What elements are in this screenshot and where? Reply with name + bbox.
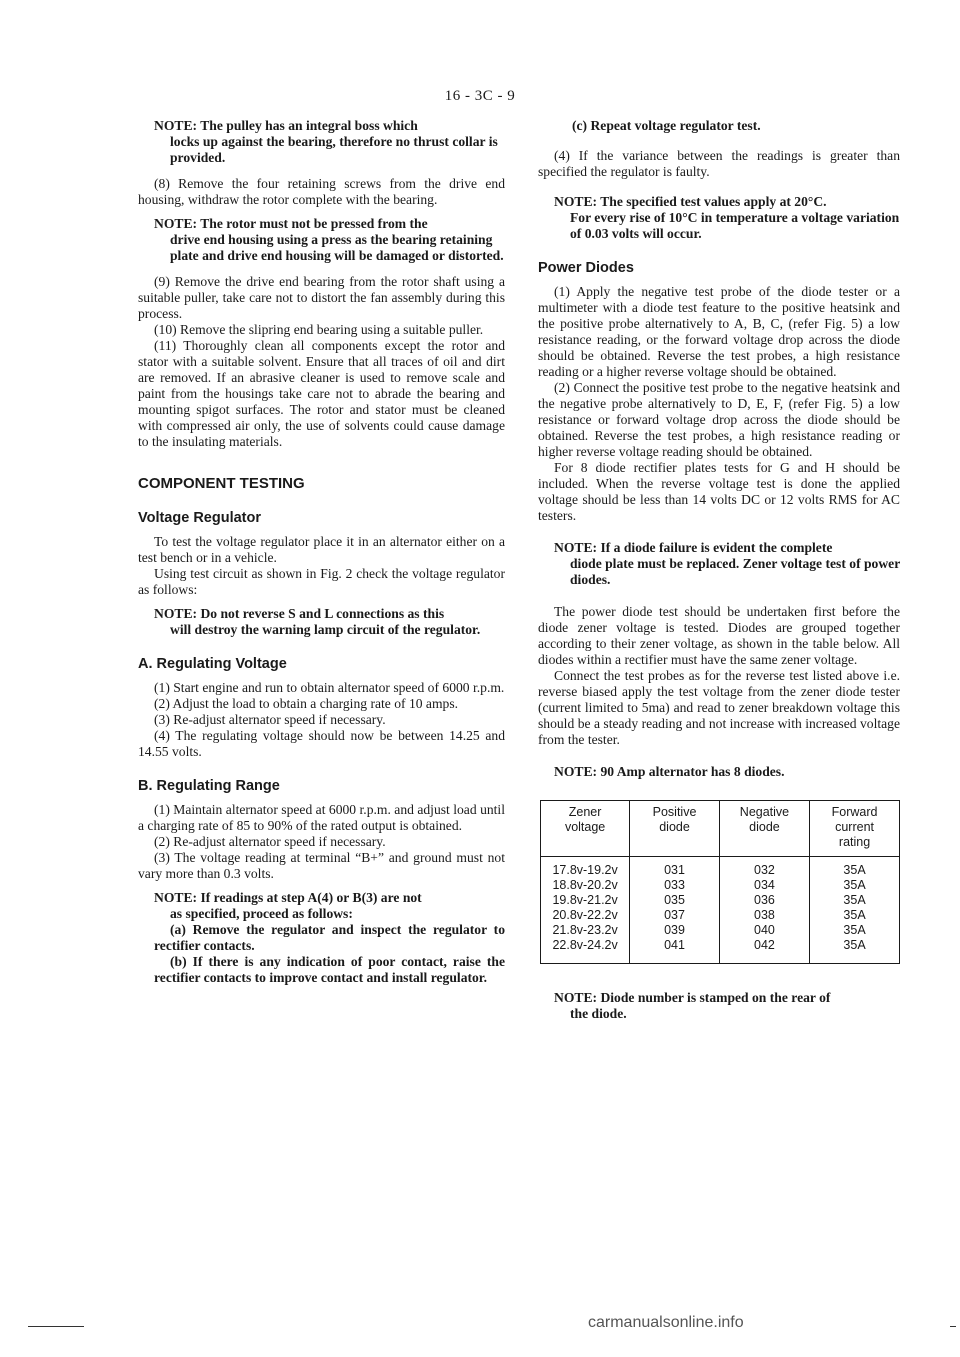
table-cell: 35A — [810, 938, 900, 964]
table-cell: 22.8v-24.2v — [541, 938, 630, 964]
table-cell: 034 — [719, 878, 809, 893]
note-rotor — [154, 216, 505, 264]
pd-step-1: (1) Apply the negative test probe of the diode tester or a multimeter with a diode test feature to the positive heatsink and the positive probe alternatively to A, B, C, (refer Fig. 5) a low resistance reading, or the forward voltage drop across the diode should be obtained. Reverse the test probes, a high resistance reading or a higher reverse voltage should be obtained. — [538, 284, 900, 379]
table-row — [541, 923, 900, 938]
note-line: NOTE: If a diode failure is evident the complete — [554, 540, 833, 555]
note-line: NOTE: The rotor must not be pressed from the — [154, 216, 428, 231]
table-cell: 18.8v-20.2v — [541, 878, 630, 893]
column-header: Negative diode — [719, 801, 809, 857]
substep-b: (b) If there is any indication of poor contact, raise the rectifier contacts to improve contact and install regulator. — [154, 954, 505, 985]
table-cell: 21.8v-23.2v — [541, 923, 630, 938]
zener-paragraph-2: Connect the test probes as for the reverse test listed above i.e. reverse biased apply the test voltage from the zener diode tester (current limited to 5ma) and read to zener breakdown voltage this should be a steady reading and not increase with increased voltage from the tester. — [538, 668, 900, 747]
note-text: For every rise of 10°C in temperature a voltage variation of 0.03 volts will occur. — [570, 210, 900, 241]
step-a2: (2) Adjust the load to obtain a charging rate of 10 amps. — [154, 696, 459, 711]
step-9: (9) Remove the drive end bearing from the rotor shaft using a suitable puller, take care not to distort the fan assembly during this process. — [138, 274, 505, 321]
table-cell: 036 — [719, 893, 809, 908]
step-a4: (4) The regulating voltage should now be between 14.25 and 14.55 volts. — [138, 728, 505, 759]
step-a1: (1) Start engine and run to obtain alternator speed of 6000 r.p.m. — [154, 680, 505, 695]
step-b3: (3) The voltage reading at terminal “B+” and ground must not vary more than 0.3 volts. — [138, 850, 505, 881]
section-heading-regulating-voltage: A. Regulating Voltage — [138, 656, 287, 672]
watermark: carmanualsonline.info — [588, 1314, 744, 1331]
note-text: locks up against the bearing, therefore no thrust collar is provided. — [170, 134, 498, 165]
footer-rule — [28, 1326, 84, 1327]
table-row — [541, 857, 900, 879]
table-cell: 037 — [630, 908, 720, 923]
note-connections — [154, 606, 505, 638]
section-heading-voltage-regulator: Voltage Regulator — [138, 510, 261, 526]
table-header-row — [541, 801, 900, 857]
substep-c: (c) Repeat voltage regulator test. — [572, 118, 761, 133]
diode-table — [540, 800, 900, 964]
table-cell: 041 — [630, 938, 720, 964]
note-text: the diode. — [570, 1006, 627, 1021]
note-line: NOTE: Do not reverse S and L connections as this — [154, 606, 445, 621]
table-cell: 35A — [810, 923, 900, 938]
substep-a: (a) Remove the regulator and inspect the regulator to rectifier contacts. — [154, 922, 505, 953]
note-text: will destroy the warning lamp circuit of the regulator. — [170, 622, 481, 637]
table-cell: 20.8v-22.2v — [541, 908, 630, 923]
table-cell: 033 — [630, 878, 720, 893]
footer-dash — [950, 1326, 956, 1327]
table-cell: 040 — [719, 923, 809, 938]
zener-paragraph-1: The power diode test should be undertaken first before the diode zener voltage is tested. Diodes are grouped together according to their zener voltage, as shown in the table below. All diodes within a rectifier must have the same zener voltage. — [538, 604, 900, 667]
step-11: (11) Thoroughly clean all components except the rotor and stator with a suitable solvent. Ensure that all traces of oil and dirt are removed. If an abrasive cleaner is used to remove scale and paint from the housings take care not to abrade the bearing and mounting spigot surfaces. The rotor and stator must be cleaned with compressed air only, the use of solvents could cause damage to the insulating materials. — [138, 338, 505, 449]
step-4: (4) If the variance between the readings is greater than specified the regulator is faulty. — [538, 148, 900, 179]
table-cell: 19.8v-21.2v — [541, 893, 630, 908]
table-cell: 035 — [630, 893, 720, 908]
step-b1: (1) Maintain alternator speed at 6000 r.p.m. and adjust load until a charging rate of 85 to 90% of the rated output is obtained. — [138, 802, 505, 833]
section-heading-regulating-range: B. Regulating Range — [138, 778, 280, 794]
vr-paragraph-2: Using test circuit as shown in Fig. 2 check the voltage regulator as follows: — [138, 566, 505, 597]
note-line: NOTE: If readings at step A(4) or B(3) are not — [154, 890, 422, 905]
note-line: NOTE: Diode number is stamped on the rear of — [554, 990, 831, 1005]
section-heading-component-testing: COMPONENT TESTING — [138, 475, 305, 492]
table-row — [541, 938, 900, 964]
note-text: diode plate must be replaced. Zener voltage test of power diodes. — [570, 556, 900, 587]
table-cell: 032 — [719, 857, 809, 879]
column-header: Positive diode — [630, 801, 720, 857]
pd-step-2: (2) Connect the positive test probe to the negative heatsink and the negative probe alternatively to D, E, F, (refer Fig. 5) a low resistance or forward voltage drop across the diode should be obtained. Reverse the test probes, a high resistance reading or higher reverse voltage reading should be obtained. — [538, 380, 900, 459]
note-pulley — [154, 118, 505, 166]
pd-paragraph-8-diode: For 8 diode rectifier plates tests for G and H should be included. When the reverse voltage test is done the applied voltage should be less than 14 volts DC or 12 volts RMS for AC testers. — [538, 460, 900, 523]
note-text: as specified, proceed as follows: — [170, 906, 353, 921]
section-heading-power-diodes: Power Diodes — [538, 260, 634, 276]
right-column — [538, 118, 900, 1032]
table-row — [541, 893, 900, 908]
table-cell: 35A — [810, 857, 900, 879]
page-number: 16 - 3C - 9 — [444, 88, 516, 104]
column-header: Forward current rating — [810, 801, 900, 857]
note-line: NOTE: The pulley has an integral boss which — [154, 118, 418, 133]
table-cell: 35A — [810, 893, 900, 908]
column-header: Zener voltage — [541, 801, 630, 857]
note-90-amp: NOTE: 90 Amp alternator has 8 diodes. — [554, 764, 785, 779]
note-text: drive end housing using a press as the bearing retaining plate and drive end housing will be damaged or distorted. — [170, 232, 504, 263]
table-cell: 039 — [630, 923, 720, 938]
vr-paragraph-1: To test the voltage regulator place it in an alternator either on a test bench or in a vehicle. — [138, 534, 505, 565]
note-line: NOTE: The specified test values apply at 20°C. — [554, 194, 827, 209]
note-temperature — [554, 194, 900, 242]
step-8: (8) Remove the four retaining screws from the drive end housing, withdraw the rotor complete with the bearing. — [138, 176, 505, 207]
table-cell: 042 — [719, 938, 809, 964]
step-10: (10) Remove the slipring end bearing using a suitable puller. — [154, 322, 484, 337]
table-row — [541, 908, 900, 923]
table-cell: 35A — [810, 908, 900, 923]
table-cell: 35A — [810, 878, 900, 893]
table-cell: 17.8v-19.2v — [541, 857, 630, 879]
table-cell: 038 — [719, 908, 809, 923]
left-column — [138, 118, 505, 986]
table-row — [541, 878, 900, 893]
step-b2: (2) Re-adjust alternator speed if necessary. — [154, 834, 386, 849]
table-cell: 031 — [630, 857, 720, 879]
note-diode-failure — [554, 540, 900, 588]
note-diode-number — [554, 990, 900, 1022]
step-a3: (3) Re-adjust alternator speed if necessary. — [154, 712, 386, 727]
note-readings — [154, 890, 505, 922]
